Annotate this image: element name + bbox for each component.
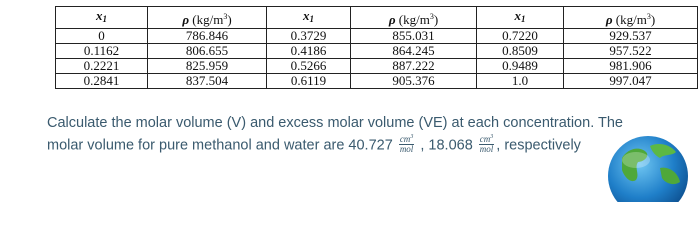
table-cell: 1.0 <box>477 74 564 89</box>
table-cell: 0.6119 <box>267 74 351 89</box>
table-cell: 864.245 <box>351 44 477 59</box>
table-cell: 837.504 <box>148 74 267 89</box>
question-text: , respectively <box>496 137 581 154</box>
unit-fraction: $\frac{cm^3}{\text{mol}}$ <box>399 134 414 154</box>
header-x1: $x_1$ <box>56 7 148 29</box>
question-text: 18.068 <box>428 137 473 154</box>
table-cell: 825.959 <box>148 59 267 74</box>
question-line-2 <box>47 135 637 156</box>
table-cell: 887.222 <box>351 59 477 74</box>
table-cell: 806.655 <box>148 44 267 59</box>
table-row <box>56 59 698 74</box>
table-row <box>56 29 698 44</box>
table-cell: 855.031 <box>351 29 477 44</box>
table-cell: 0.4186 <box>267 44 351 59</box>
table-cell: 0.2221 <box>56 59 148 74</box>
table-row <box>56 44 698 59</box>
table-cell: 0 <box>56 29 148 44</box>
table-cell: 0.3729 <box>267 29 351 44</box>
table-cell: 981.906 <box>564 59 698 74</box>
header-x1: $x_1$ <box>267 7 351 29</box>
globe-icon <box>600 128 692 202</box>
table-cell: 786.846 <box>148 29 267 44</box>
question-text: molar volume for pure methanol and water are 40.727 <box>47 137 393 154</box>
density-table <box>55 6 698 89</box>
unit-fraction: $\frac{cm^3}{\text{mol}}$ <box>479 134 494 154</box>
table-cell: 0.2841 <box>56 74 148 89</box>
table-row <box>56 74 698 89</box>
header-rho: ρ $(kg/m^3)$ <box>351 7 477 29</box>
header-x1: $x_1$ <box>477 7 564 29</box>
table-cell: 0.1162 <box>56 44 148 59</box>
header-rho: ρ $(kg/m^3)$ <box>564 7 698 29</box>
table-cell: 0.7220 <box>477 29 564 44</box>
table-header-row <box>56 7 698 29</box>
table-cell: 997.047 <box>564 74 698 89</box>
table-cell: 905.376 <box>351 74 477 89</box>
table-cell: 929.537 <box>564 29 698 44</box>
table-cell: 0.8509 <box>477 44 564 59</box>
question-line-1: Calculate the molar volume (V) and excess molar volume (VE) at each concentration. The <box>47 115 623 131</box>
separator: , <box>420 137 425 154</box>
header-rho: ρ $(kg/m^3)$ <box>148 7 267 29</box>
table-cell: 957.522 <box>564 44 698 59</box>
table-cell: 0.9489 <box>477 59 564 74</box>
table-cell: 0.5266 <box>267 59 351 74</box>
